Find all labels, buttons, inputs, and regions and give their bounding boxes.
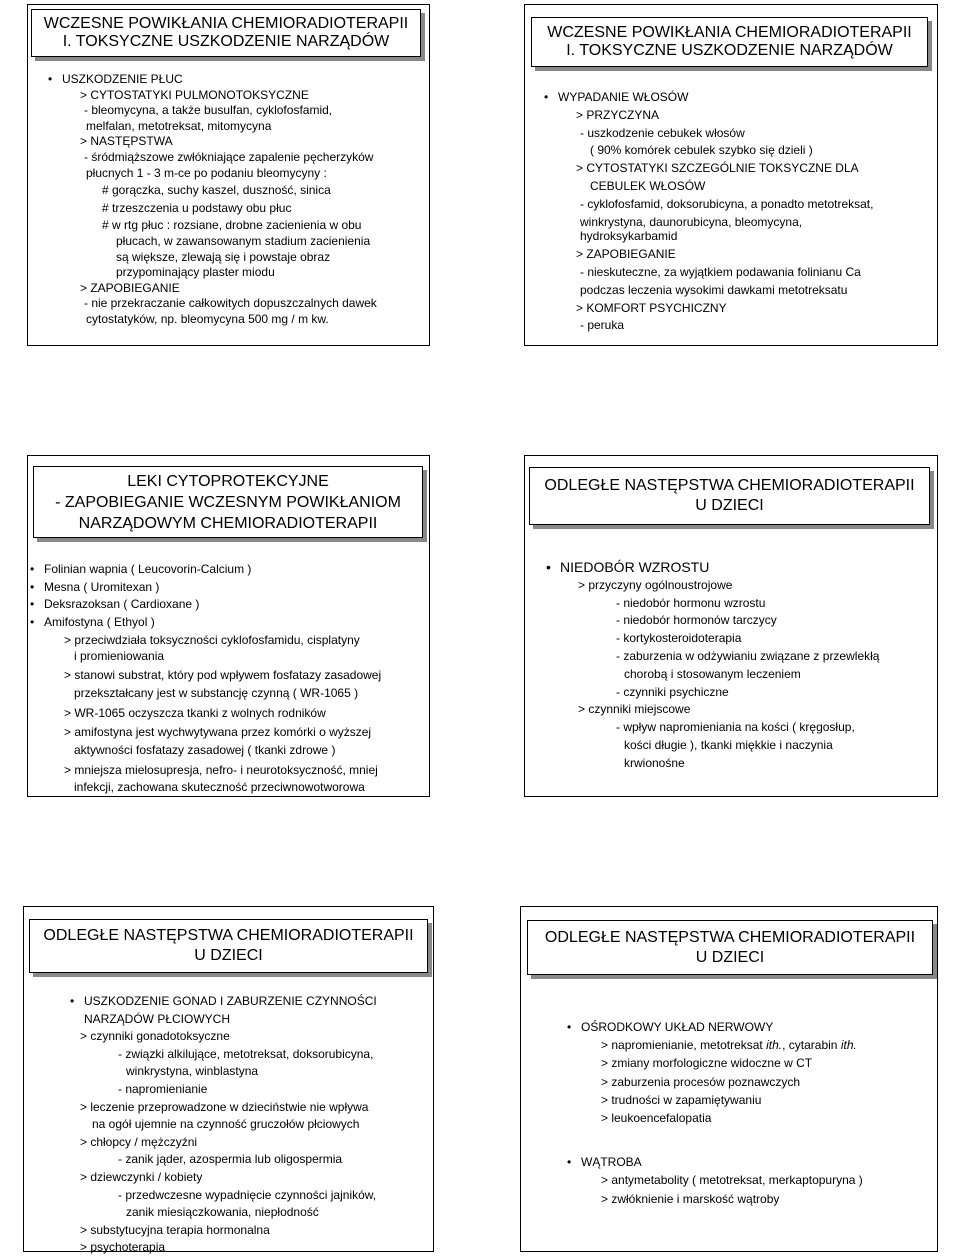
list-item: i promieniowania [74, 648, 165, 663]
list-item: - uszkodzenie cebukek włosów [580, 125, 745, 140]
slide-2-body [558, 89, 873, 335]
slide-4-title-line-2: U DZIECI [695, 497, 764, 514]
list-item: - przedwczesne wypadnięcie czynności jajników, [118, 1187, 377, 1202]
list-item: > zwłóknienie i marskość wątroby [601, 1191, 780, 1206]
list-item: - bleomycyna, a także busulfan, cyklofosfamid, [84, 103, 333, 118]
list-item: > chłopcy / mężczyźni [80, 1134, 198, 1149]
slide-1 [27, 4, 430, 346]
list-item: • Mesna ( Uromitexan ) [44, 579, 381, 597]
slide-1-title [31, 9, 421, 57]
list-item: - niedobór hormonu wzrostu [616, 595, 766, 610]
list-item: > NASTĘPSTWA [80, 134, 173, 149]
slide-3-title-line-3: NARZĄDOWYM CHEMIORADIOTERAPII [78, 514, 378, 532]
slide-3 [27, 455, 430, 797]
list-item: - związki alkilujące, metotreksat, doksorubicyna, [118, 1046, 374, 1061]
list-item: > stanowi substrat, który pod wpływem fosfatazy zasadowej [64, 668, 382, 683]
list-item: > trudności w zapamiętywaniu [601, 1092, 762, 1107]
list-item: płucach, w zawansowanym stadium zacienienia [116, 233, 371, 248]
list-item: > CYTOSTATYKI PULMONOTOKSYCZNE [80, 87, 309, 102]
list-item: - peruka [580, 318, 625, 333]
list-item: > przyczyny ogólnoustrojowe [578, 577, 733, 592]
list-item: kości długie ), tkanki miękkie i naczynia [624, 737, 833, 752]
slide-3-body [44, 561, 381, 797]
list-item: • WYPADANIE WŁOSÓW [558, 89, 873, 107]
slide-1-body [62, 72, 377, 328]
list-item: > zmiany morfologiczne widoczne w CT [601, 1056, 813, 1071]
slide-3-title-line-1: LEKI CYTOPROTEKCYJNE [127, 472, 329, 490]
list-item: - niedobór hormonów tarczycy [616, 613, 777, 628]
list-item: - nie przekraczanie całkowitych dopuszczalnych dawek [84, 296, 377, 311]
slide-6-title [527, 920, 933, 975]
list-item: > antymetabolity ( metotreksat, merkaptopuryna ) [601, 1173, 863, 1188]
list-item: na ogół ujemnie na czynność gruczołów płciowych [92, 1117, 360, 1132]
slide-5-body [80, 993, 377, 1257]
list-item: winkrystyna, winblastyna [126, 1064, 259, 1079]
slide-4 [524, 455, 938, 797]
list-item: hydroksykarbamid [580, 229, 678, 244]
list-item: - czynniki psychiczne [616, 684, 729, 699]
slide-3-title-line-2: - ZAPOBIEGANIE WCZESNYM POWIKŁANIOM [55, 493, 401, 511]
list-item-text-italic: ith. [840, 1038, 857, 1053]
list-item: # w rtg płuc : rozsiane, drobne zacienienia w obu [102, 218, 362, 233]
list-item: > przeciwdziała toksyczności cyklofosfamidu, cisplatyny [64, 632, 360, 647]
slide-6-body [581, 1018, 863, 1208]
list-item: > leczenie przeprowadzone w dzieciństwie nie wpływa [80, 1099, 369, 1114]
list-item: - kortykosteroidoterapia [616, 631, 742, 646]
list-item: przekształcany jest w substancję czynną ( WR-1065 ) [74, 685, 359, 700]
list-item: > ZAPOBIEGANIE [576, 247, 676, 262]
slide-2 [524, 4, 938, 346]
slide-6 [520, 906, 938, 1252]
slide-1-title-line-2: I. TOKSYCZNE USZKODZENIE NARZĄDÓW [62, 33, 390, 50]
list-item: • Amifostyna ( Ethyol ) [44, 614, 381, 632]
list-item: - nieskuteczne, za wyjątkiem podawania folinianu Ca [580, 264, 861, 279]
list-item: • USZKODZENIE PŁUC [62, 72, 377, 88]
list-item-text-italic: ith. [766, 1038, 783, 1053]
list-item [601, 1036, 863, 1054]
list-item: > amifostyna jest wychwytywana przez komórki o wyższej [64, 725, 372, 740]
list-item: - śródmiąższowe zwłókniające zapalenie pęcherzyków [84, 149, 374, 164]
list-item: chorobą i stosowanym leczeniem [624, 666, 801, 681]
list-item: NARZĄDÓW PŁCIOWYCH [84, 1011, 231, 1026]
slide-2-title-line-2: I. TOKSYCZNE USZKODZENIE NARZĄDÓW [566, 42, 893, 59]
list-item: przypominający plaster miodu [116, 265, 275, 280]
list-item: • Folinian wapnia ( Leucovorin-Calcium ) [44, 561, 381, 579]
slide-4-body [560, 559, 879, 773]
list-item: > substytucyjna terapia hormonalna [80, 1222, 270, 1237]
list-item: infekcji, zachowana skuteczność przeciwnowotworowa [74, 780, 365, 795]
list-item: > WR-1065 oczyszcza tkanki z wolnych rodników [64, 705, 326, 720]
list-item: - napromienianie [118, 1081, 208, 1096]
list-item: ( 90% komórek cebulek szybko się dzieli ) [590, 143, 813, 158]
list-item: > leukoencefalopatia [601, 1111, 712, 1126]
list-item: # trzeszczenia u podstawy obu płuc [102, 200, 292, 215]
list-item: podczas leczenia wysokimi dawkami metotreksatu [580, 282, 848, 297]
slide-5 [23, 906, 434, 1255]
list-item: > zaburzenia procesów poznawczych [601, 1074, 801, 1089]
list-item: krwionośne [624, 755, 685, 770]
list-item: > dziewczynki / kobiety [80, 1169, 203, 1184]
list-item: # gorączka, suchy kaszel, duszność, sinica [102, 183, 331, 198]
list-item: > czynniki miejscowe [578, 702, 691, 717]
list-item: - cyklofosfamid, doksorubicyna, a ponadto metotreksat, [580, 196, 874, 211]
list-item: > mniejsza mielosupresja, nefro- i neurotoksyczność, mniej [64, 762, 378, 777]
slide-5-title-line-2: U DZIECI [194, 947, 263, 964]
list-item: melfalan, metotreksat, mitomycyna [86, 118, 272, 133]
slide-4-title [529, 467, 930, 525]
list-item: > KOMFORT PSYCHICZNY [576, 300, 727, 315]
list-item: • Deksrazoksan ( Cardioxane ) [44, 596, 381, 614]
list-item-text: > napromienianie, metotreksat [601, 1038, 767, 1053]
list-item: aktywności fosfatazy zasadowej ( tkanki zdrowe ) [74, 743, 336, 758]
list-item: - zanik jąder, azospermia lub oligospermia [118, 1152, 343, 1167]
slide-5-title [29, 919, 428, 973]
slide-3-title [33, 466, 423, 538]
list-item: - wpływ napromieniania na kości ( kręgosłup, [616, 720, 855, 735]
list-item: winkrystyna, daunorubicyna, bleomycyna, [580, 214, 803, 229]
list-item: cytostatyków, np. bleomycyna 500 mg / m kw. [86, 311, 329, 326]
slide-6-title-line-2: U DZIECI [695, 948, 765, 966]
list-item: > CYTOSTATYKI SZCZEGÓLNIE TOKSYCZNE DLA [576, 161, 859, 176]
list-item: • USZKODZENIE GONAD I ZABURZENIE CZYNNOŚCI [84, 993, 377, 1011]
slide-2-title-line-1: WCZESNE POWIKŁANIA CHEMIORADIOTERAPII [547, 24, 912, 41]
slide-1-title-line-1: WCZESNE POWIKŁANIA CHEMIORADIOTERAPII [43, 15, 409, 32]
list-item: są większe, zlewają się i powstaje obraz [116, 249, 331, 264]
list-item: • WĄTROBA [581, 1153, 863, 1171]
list-item: • NIEDOBÓR WZROSTU [560, 559, 879, 577]
list-item: > czynniki gonadotoksyczne [80, 1029, 230, 1044]
list-item: płucnych 1 - 3 m-ce po podaniu bleomycyny : [86, 165, 327, 180]
list-item: CEBULEK WŁOSÓW [590, 178, 706, 193]
list-item: > ZAPOBIEGANIE [80, 280, 180, 295]
list-item: > psychoterapia [80, 1240, 166, 1255]
list-item: - zaburzenia w odżywianiu związane z przewlekłą [616, 648, 880, 663]
list-item: > PRZYCZYNA [576, 107, 660, 122]
slide-5-title-line-1: ODLEGŁE NASTĘPSTWA CHEMIORADIOTERAPII [43, 927, 414, 944]
slide-6-title-line-1: ODLEGŁE NASTĘPSTWA CHEMIORADIOTERAPII [544, 928, 916, 946]
list-item-text: , cytarabin [782, 1038, 841, 1053]
slide-4-title-line-1: ODLEGŁE NASTĘPSTWA CHEMIORADIOTERAPII [544, 477, 915, 494]
list-item: zanik miesiączkowania, niepłodność [126, 1205, 319, 1220]
list-item: • OŚRODKOWY UKŁAD NERWOWY [581, 1018, 863, 1036]
slide-2-title [531, 17, 928, 67]
